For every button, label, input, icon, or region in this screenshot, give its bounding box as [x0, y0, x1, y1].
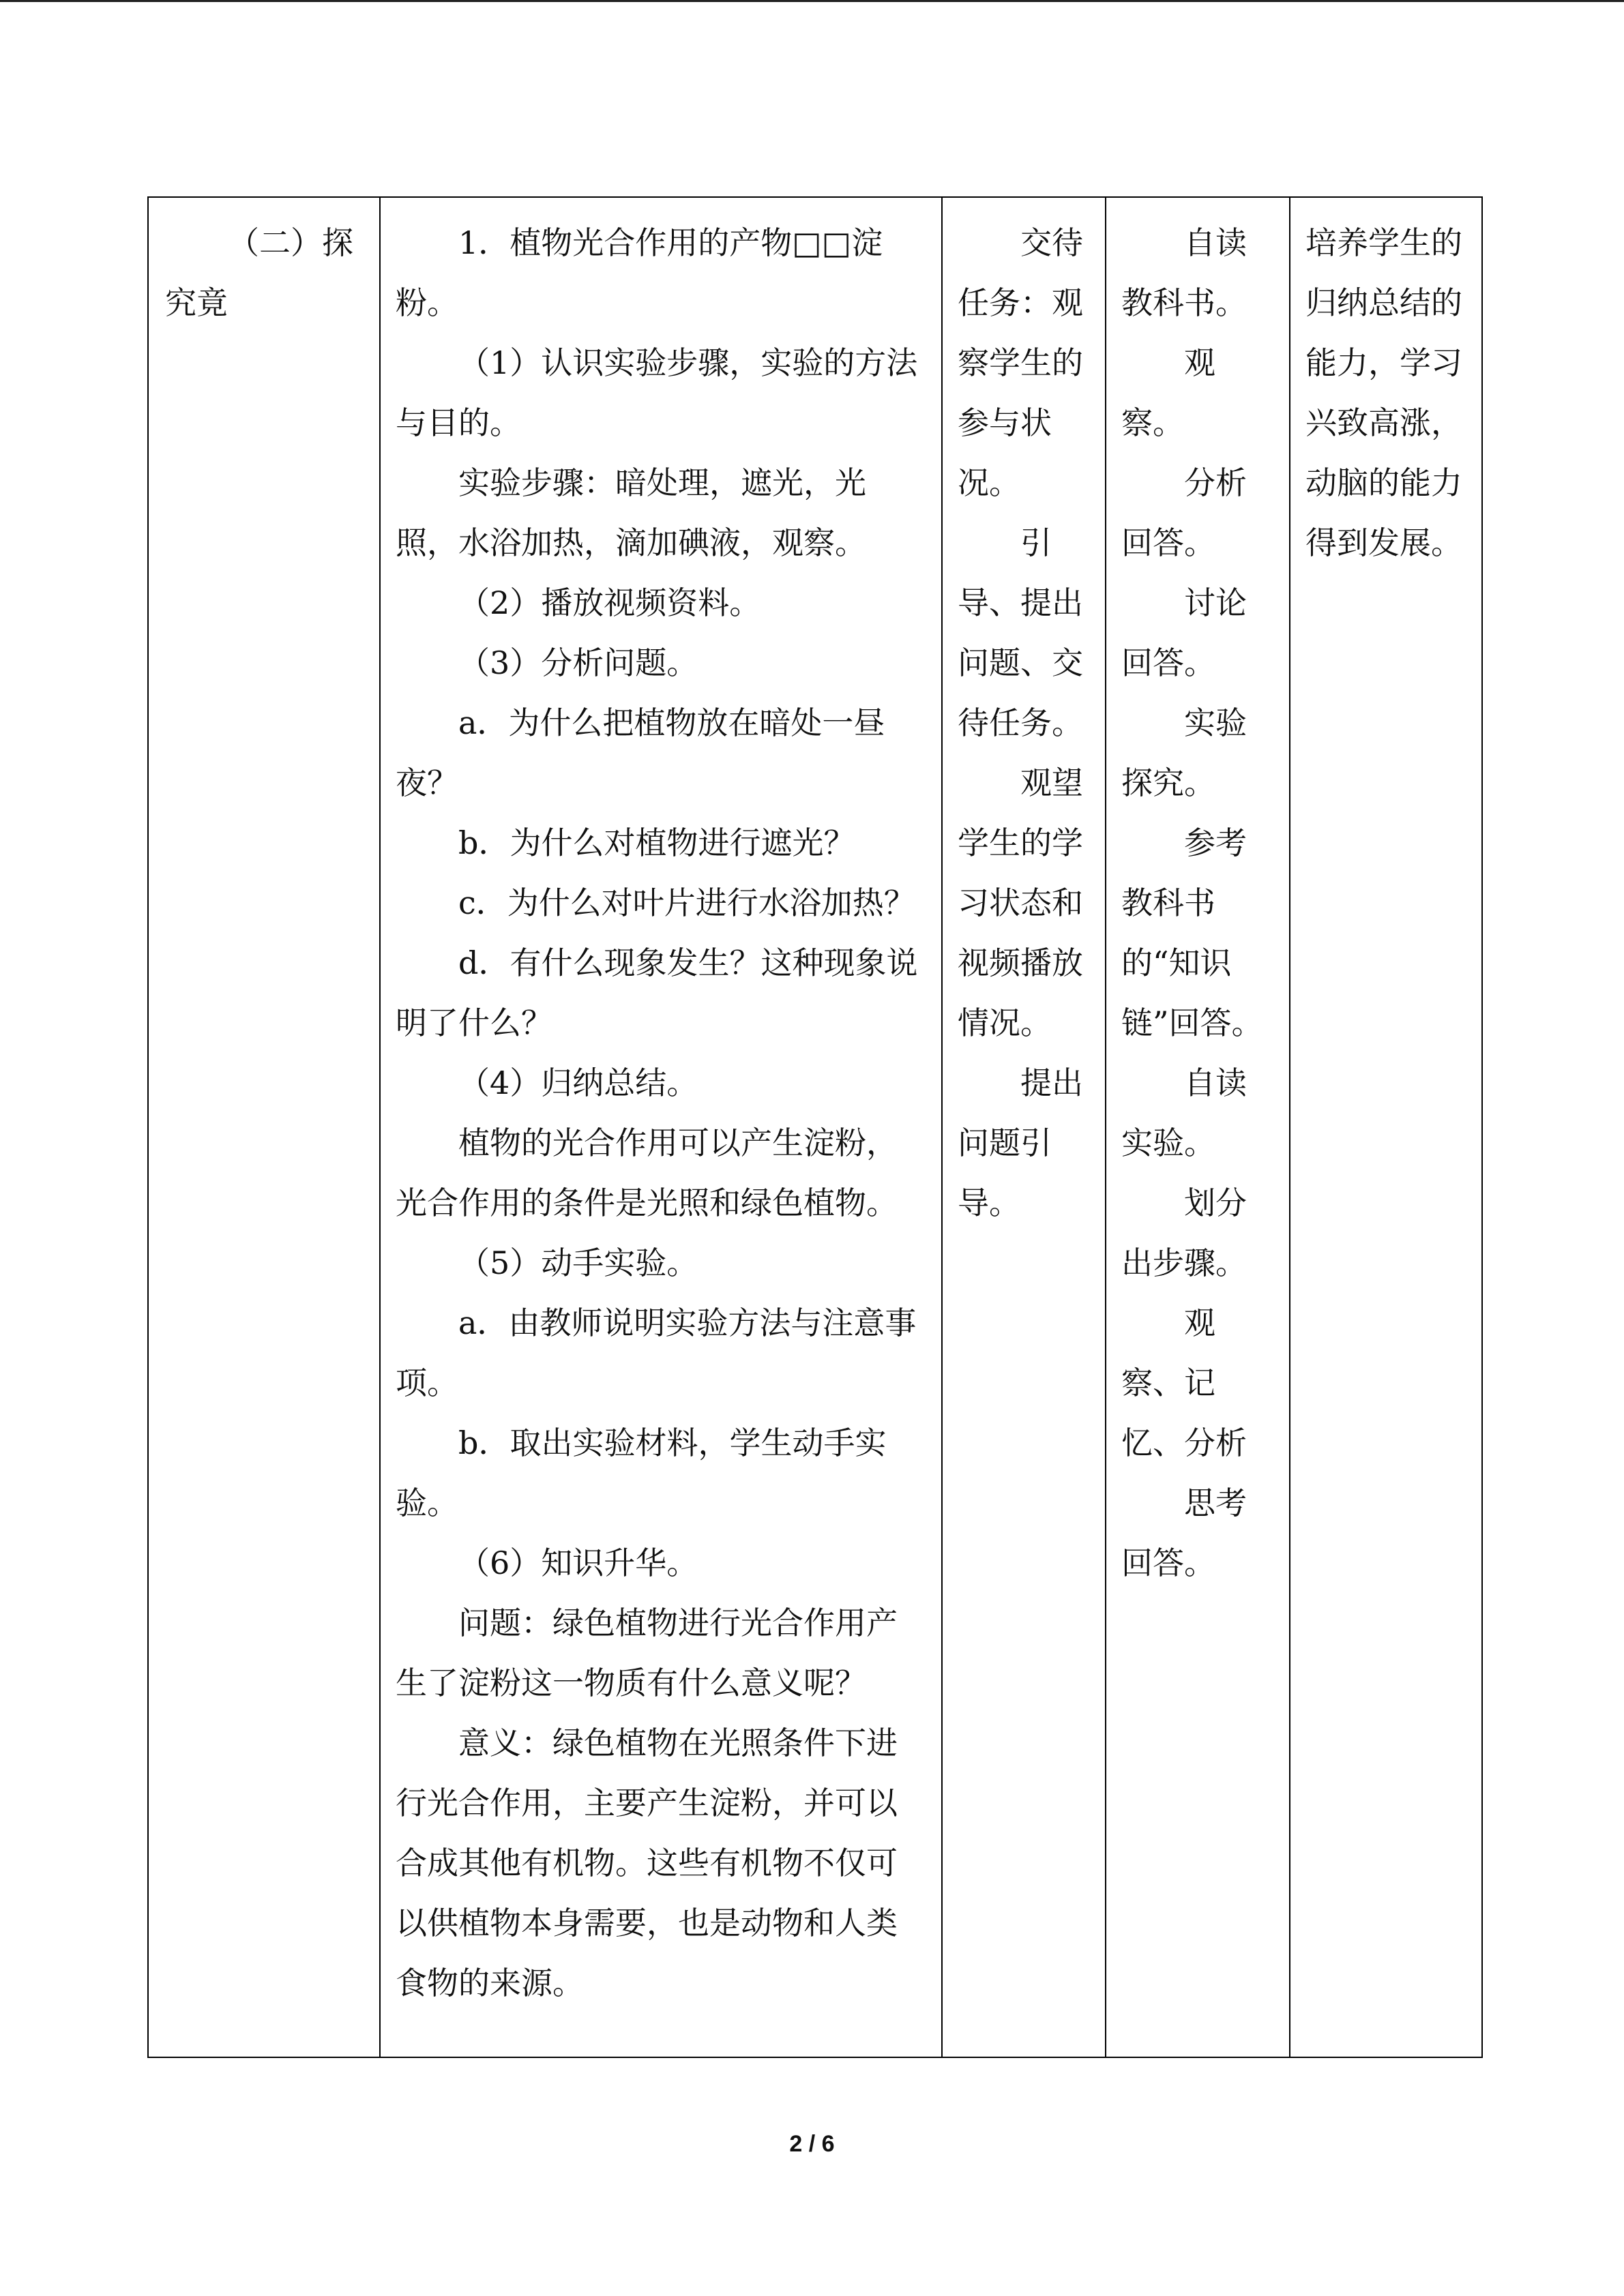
content-paragraph: 问题：绿色植物进行光合作用产生了淀粉这一物质有什么意义呢？: [396, 1605, 898, 1701]
student-activity-item: 实验探究。: [1121, 704, 1247, 801]
top-border-line: [0, 0, 1624, 2]
content-paragraph: （1）认识实验步骤，实验的方法与目的。: [396, 344, 918, 441]
student-activity-item: 讨论回答。: [1121, 584, 1247, 681]
content-paragraph: （6）知识升华。: [458, 1545, 698, 1581]
content-cell: [380, 197, 942, 2057]
content-paragraph: b．为什么对植物进行遮光？: [458, 824, 855, 861]
content-paragraph: （5）动手实验。: [458, 1244, 698, 1281]
content-paragraph: （3）分析问题。: [458, 644, 698, 681]
student-activity-item: 划分出步骤。: [1121, 1184, 1247, 1281]
design-intent-cell: [1290, 197, 1482, 2057]
student-activity-item: 观察。: [1121, 344, 1215, 441]
lesson-plan-table: [147, 196, 1483, 2058]
content-paragraph: a．由教师说明实验方法与注意事项。: [396, 1304, 917, 1401]
teacher-activity-item: 引导、提出问题、交待任务。: [958, 524, 1083, 741]
content-paragraph: 意义：绿色植物在光照条件下进行光合作用，主要产生淀粉，并可以合成其他有机物。这些有机物不仅可以供植物本身需要，也是动物和人类食物的来源。: [396, 1725, 898, 2001]
content-paragraph: b．取出实验材料，学生动手实验。: [396, 1425, 887, 1521]
teacher-activity-item: 交待任务：观察学生的参与状况。: [958, 224, 1083, 501]
content-paragraph: a．为什么把植物放在暗处一昼夜？: [396, 704, 885, 801]
stage-label: （二）探究竟: [165, 224, 353, 321]
page-number: 2 / 6: [789, 2131, 835, 2157]
student-activity-item: 自读实验。: [1121, 1064, 1247, 1161]
content-paragraph: （2）播放视频资料。: [458, 584, 761, 621]
content-paragraph: 植物的光合作用可以产生淀粉，光合作用的条件是光照和绿色植物。: [396, 1124, 898, 1221]
design-intent-text: 培养学生的归纳总结的能力，学习兴致高涨，动脑的能力得到发展。: [1305, 224, 1462, 561]
content-paragraph: d．有什么现象发生？这种现象说明了什么？: [396, 944, 918, 1041]
student-activity-item: 观察、记忆、分析: [1121, 1304, 1247, 1461]
content-paragraph: 1．植物光合作用的产物□□淀粉。: [396, 224, 883, 321]
teacher-activity-item: 观望学生的学习状态和视频播放情况。: [958, 764, 1083, 1041]
student-activity-item: 自读教科书。: [1121, 224, 1247, 321]
teacher-activity-cell: [942, 197, 1106, 2057]
stage-cell: [148, 197, 380, 2057]
student-activity-item: 参考教科书的“知识链”回答。: [1121, 824, 1263, 1041]
student-activity-item: 思考回答。: [1121, 1485, 1247, 1581]
student-activity-item: 分析回答。: [1121, 464, 1247, 561]
content-paragraph: 实验步骤：暗处理，遮光，光照，水浴加热，滴加碘液，观察。: [396, 464, 866, 561]
table-row: [148, 197, 1482, 2057]
content-paragraph: c．为什么对叶片进行水浴加热？: [458, 884, 915, 921]
teacher-activity-item: 提出问题引导。: [958, 1064, 1083, 1221]
content-paragraph: （4）归纳总结。: [458, 1064, 698, 1101]
student-activity-cell: [1106, 197, 1290, 2057]
